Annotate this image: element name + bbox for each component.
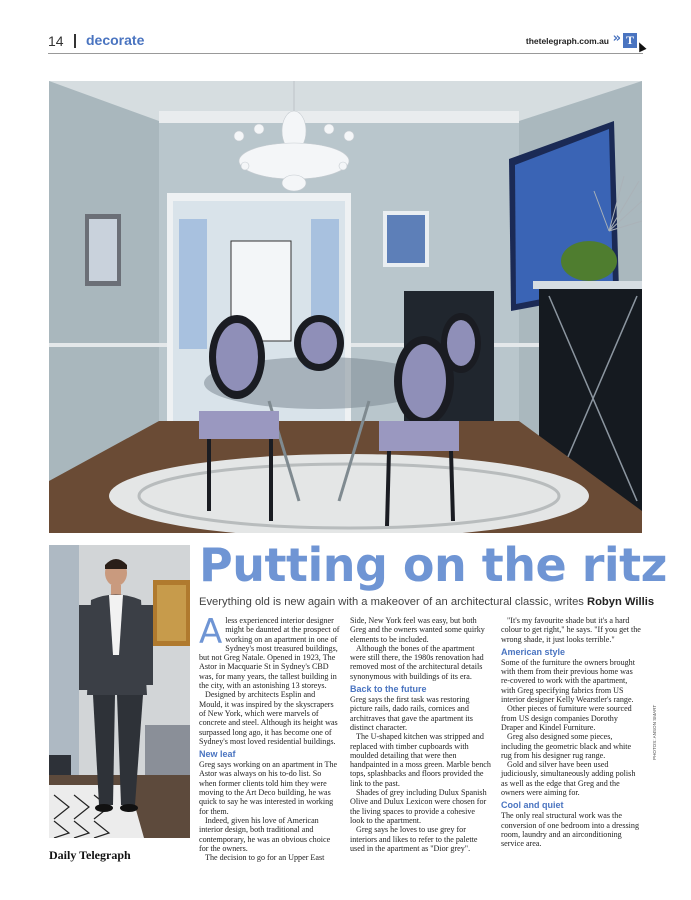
subheading: American style [501,646,566,657]
drop-cap: A [199,612,223,652]
subheading: Cool and quiet [501,800,564,811]
paragraph: Greg says working on an apartment in The Astor was always on his to-do list. So when former clients told him they were moving to the Art Deco building, he was quick to say he was interested in working for them. [199,760,338,816]
paragraph: Although the bones of the apartment were still there, the 1980s renovation had removed most of the architectural details synonymous with buildings of its era. [350,643,484,681]
chevron-right-icon: » [612,31,621,46]
paragraph: Greg says he loves to use grey for interiors and likes to refer to the palette used in the apartment as "Dior grey". [350,825,478,853]
paragraph: Shades of grey including Dulux Spanish Olive and Dulux Lexicon were chosen for the living spaces to provide a cohesive look to the apartment. [350,788,487,825]
article-column-3 [501,616,642,849]
section-label[interactable]: decorate [86,32,145,48]
paragraph: "It's my favourite shade but it's a hard colour to get right," he says. "If you get the wrong shade, it just looks terrible." [501,616,641,644]
standfirst-text: Everything old is new again with a makeover of an architectural classic, writes [199,596,588,608]
site-url[interactable]: thetelegraph.com.au [525,36,609,46]
subheading: New leaf [199,749,236,760]
paragraph: The decision to go for an Upper East [205,853,325,863]
paragraph: Greg says the first task was restoring picture rails, dado rails, cornices and architraves that gave the apartment its distinct character. [350,695,473,732]
paragraph [199,612,340,691]
paragraph-text: less experienced interior designer might be daunted at the prospect of working on an apartment in one of Sydney's most treasured buildings, but not Greg Natale. Opened in 1923, The Astor in Macquarie St in Sydney's CBD was, for many years, the tallest building in the city, with an astonishing 13 storeys. [199,616,340,691]
paragraph: Indeed, given his love of American interior design, both traditional and contemporary, he was an obvious choice for the owners. [199,815,331,853]
article-column-1 [199,612,340,863]
mouse-cursor-icon [635,41,646,53]
page-number: 14 [48,33,64,49]
paragraph: The U-shaped kitchen was stripped and replaced with timber cupboards with moulded detailing that were then handpainted in a moss green. Marble bench tops, splashbacks and floors provided the link to the past. [350,732,491,788]
paragraph: Other pieces of furniture were sourced from US design companies Dorothy Draper and Kindel Furniture. [501,704,632,732]
paragraph: Side, New York feel was easy, but both Greg and the owners wanted some quirky elements to be included. [350,616,485,644]
page-header [48,30,643,54]
portrait-photo [49,545,190,838]
article-standfirst [199,596,655,608]
subheading: Back to the future [350,684,427,695]
author-name: Robyn Willis [587,596,655,608]
masthead-logo: Daily Telegraph [49,848,131,862]
paragraph: The only real structural work was the conversion of one bedroom into a dressing room, laundry and an airconditioning service area. [501,811,640,849]
header-divider [74,34,76,48]
paragraph: Some of the furniture the owners brought with them from their previous home was re-covered to work with the apartment, with Greg specifying fabrics from US interior designer Kelly Wearstler's range. [501,657,635,705]
paragraph: Greg also designed some pieces, including the geometric black and white rug from his designer rug range. [501,732,632,760]
dining-room-photo [49,81,642,533]
paragraph: Gold and silver have been used judiciously, simultaneously adding polish as well as the edge that Greg and the owners were aiming for. [501,760,636,798]
article-headline: Putting on the ritz [199,538,667,592]
telegraph-logo-icon[interactable]: T [623,33,637,48]
photo-credit: PHOTOS: ANSON SMART [652,704,657,760]
paragraph: Designed by architects Esplin and Mould, it was inspired by the skyscrapers of New York, which were marvels of concrete and steel. Although its height was surpassed long ago, it has become one of Sydney's most loved residential buildings. [199,690,338,746]
article-column-2 [350,616,491,853]
